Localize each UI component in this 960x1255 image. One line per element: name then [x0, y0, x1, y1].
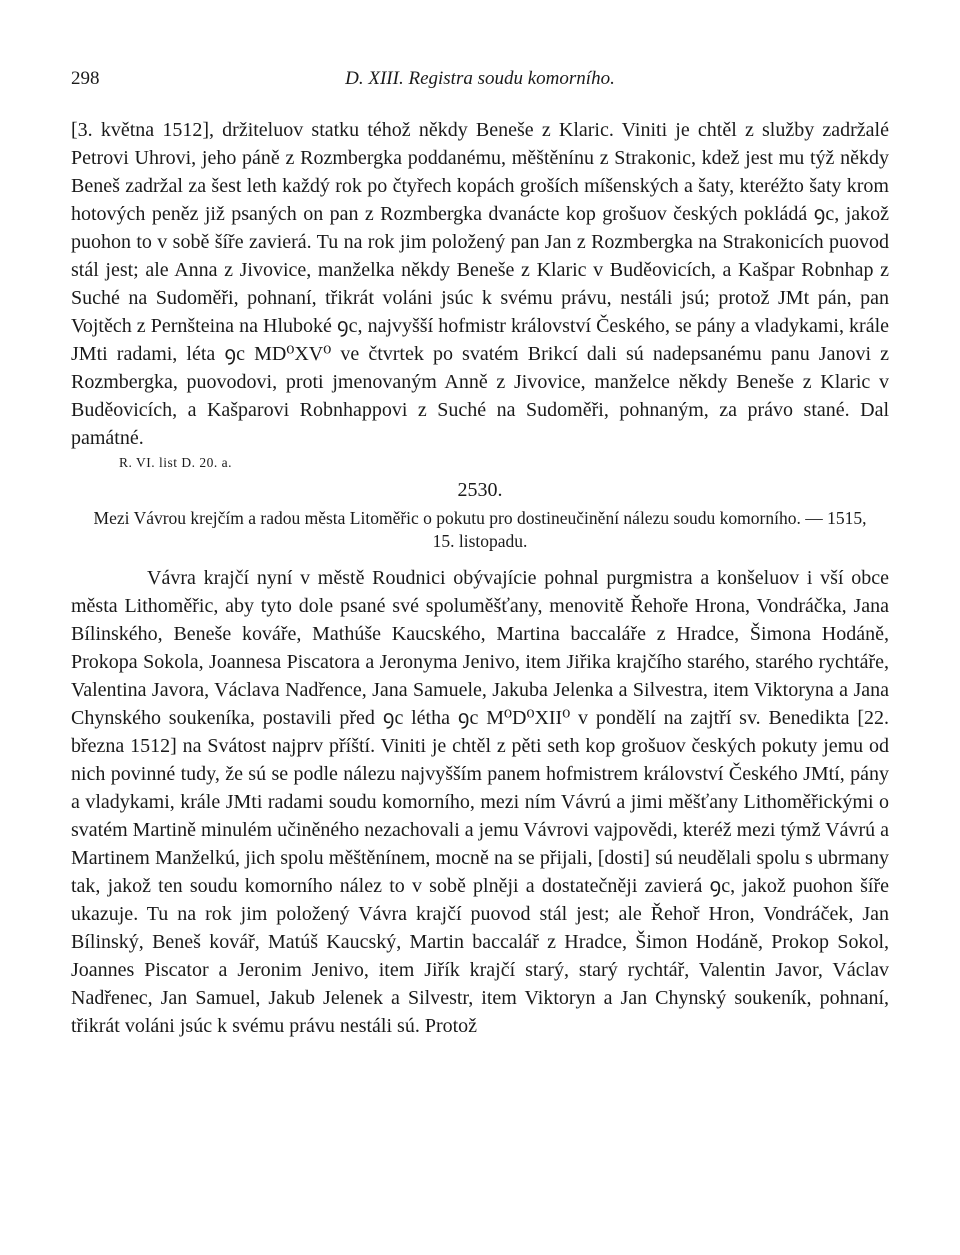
continuation-paragraph: [3. května 1512], držiteluov statku téhož někdy Beneše z Klaric. Viniti je chtěl z služby zadržalé Petrovi Uhrovi, jeho páně z Rozmbergka poddanému, měštěnínu z Strakonic, kdež jest mu týž někdy Beneš zadržal za šest leth každý rok po čtyřech kopách groších míšenských a šaty, kteréžto šaty krom hotových peněz již psaných on pan z Rozmbergka dvanácte kop grošuov českých pokládá ꝯc, jakož puohon to v sobě šíře zavierá. Tu na rok jim položený pan Jan z Rozmbergka na Strakonicích puovod stál jest; ale Anna z Jivovice, manželka někdy Beneše z Klaric v Buděovicích, a Kašpar Robnhap z Suché na Sudoměři, pohnaní, třikrát voláni jsúc k svému právu, nestáli jsú; protož JMt pán, pan Vojtěch z Pernšteina na Hluboké ꝯc, najvyšší hofmistr království Českého, se pány a vladykami, krále JMti radami, léta ꝯc MD⁰XV⁰ ve čtvrtek po svatém Brikcí dali sú nadepsanému panu Janovi z Rozmbergka, puovodovi, proti jmenovaným Anně z Jivovice, manželce někdy Beneše z Klaric v Buděovicích, a Kašparovi Robnhappovi z Suché na Sudoměři, pohnaným, za právo stané. Dal památné. — [71, 119, 889, 449]
page-number: 298 — [71, 68, 100, 89]
entry-number: 2530. — [457, 479, 503, 501]
document-page — [71, 66, 889, 1040]
running-title: D. XIII. Registra soudu komorního. — [345, 68, 615, 89]
entry-summary: Mezi Vávrou krejčím a radou města Litoměřic o pokutu pro dostineučinění nálezu soudu komorního. — 1515, 15. listopadu. — [93, 508, 867, 551]
source-reference: R. VI. list D. 20. a. — [119, 455, 233, 470]
running-head — [71, 66, 889, 92]
entry-body: Vávra krajčí nyní v městě Roudnici obývajície pohnal purgmistra a konšeluov i vší obce města Lithoměřic, aby tyto dole psané své spoluměšťany, menovitě Řehoře Hrona, Vondráčka, Jana Bílinského, Beneše kováře, Mathúše Kaucského, Martina baccaláře z Hradce, Šimona Hodáně, Prokopa Sokola, Joannesa Piscatora a Jeronyma Jenivo, item Jiřika krajčího starého, starého rychtáře, Valentina Javora, Václava Nadřence, Jana Samuele, Jakuba Jelenka a Silvestra, item Viktoryna a Jana Chynského soukeníka, postavili před ꝯc létha ꝯc M⁰D⁰XII⁰ v pondělí na zajtří sv. Benedikta [22. března 1512] na Svátost najprv příští. Viniti je chtěl z pěti seth kop grošuov českých pokuty jemu od nich povinné tudy, že sú se podle nálezu najvyšším panem hofmistrem království Českého JMtí, pány a vladykami, krále JMti radami soudu komorního, mezi ním Vávrú a jimi měšťany Lithoměřickými o svatém Martině minulém učiněného nezachovali a jemu Vávrovi vajpovědi, kteréž mezi týmž Vávrú a Martinem Manželkú, jich spolu měštěnínem, mocně na se přijali, [dosti] sú neudělali spolu s ubrmany tak, jakož ten soudu komorního nález to v sobě plněji a dostatečněji zavierá ꝯc, jakož puohon šíře ukazuje. Tu na rok jim položený Vávra krajčí puovod stál jest; ale Řehoř Hron, Vondráček, Jan Bílinský, Beneš kovář, Matúš Kaucský, Martin baccalář z Hradce, Šimon Hodáně, Prokop Sokol, Joannes Piscator a Jeronim Jenivo, item Jiřík krajčí starý, starý rychtář, Valentin Javor, Václav Nadřenec, Jan Samuel, Jakub Jelenek a Silvestr, item Viktoryn a Jan Chynský soukeník, pohnaní, třikrát voláni jsúc k svému právu nestáli sú. Protož — [71, 567, 889, 1037]
